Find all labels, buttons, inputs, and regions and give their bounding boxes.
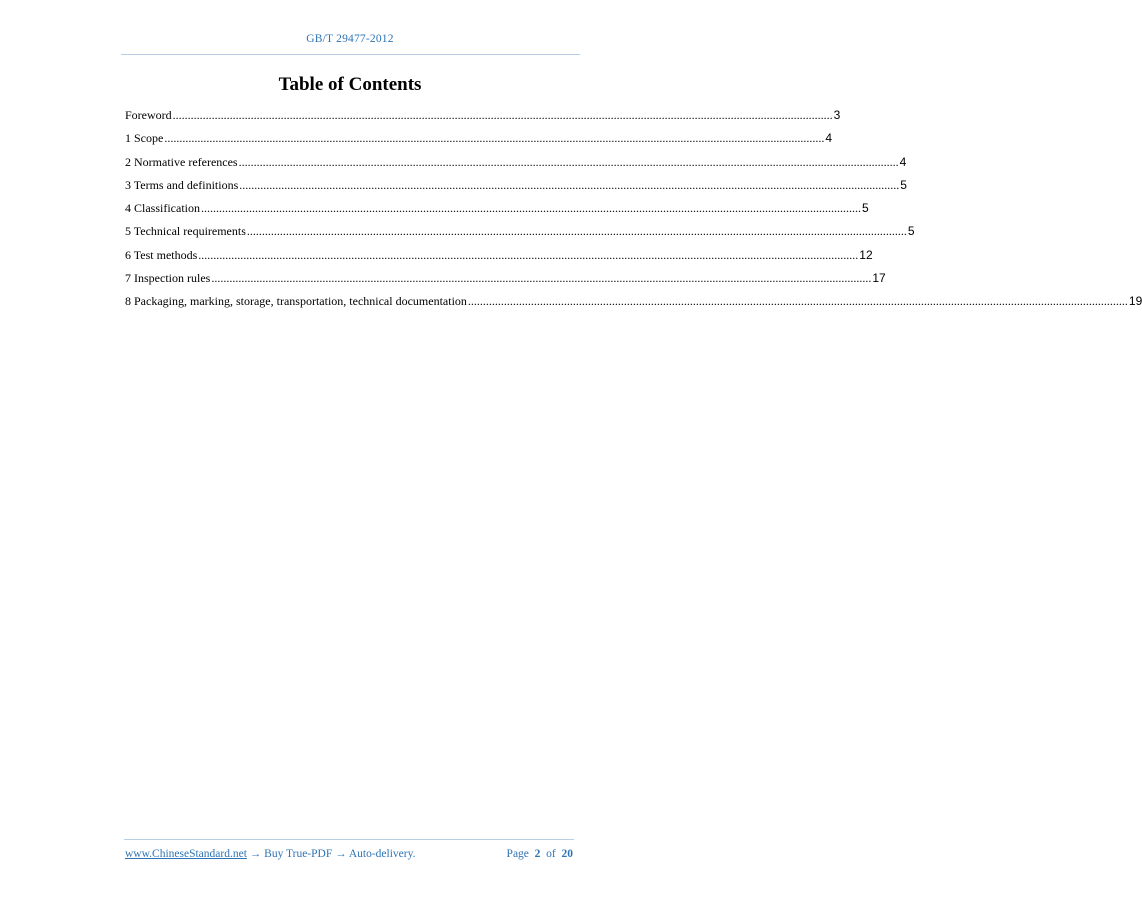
footer-tagline: → Buy True-PDF → Auto-delivery. xyxy=(246,848,416,860)
toc-entry-label: 8 Packaging, marking, storage, transportation, technical documentation xyxy=(125,294,467,309)
toc-entry-page: 4 xyxy=(899,154,907,169)
page-word: Page xyxy=(506,848,529,860)
toc-dot-leader: ............................................................................................................................................................................................................................ xyxy=(246,224,907,239)
toc-entry-label: 7 Inspection rules xyxy=(125,271,211,286)
toc-entry-technical-requirements[interactable] xyxy=(125,224,915,247)
site-link[interactable]: www.ChineseStandard.net xyxy=(125,848,247,860)
toc-entry-page: 4 xyxy=(825,131,833,146)
toc-entry-test-methods[interactable] xyxy=(125,247,873,271)
of-word: of xyxy=(546,848,556,860)
footer-promo xyxy=(125,848,415,860)
toc-entry-page: 17 xyxy=(872,271,886,286)
toc-entry-normative-references[interactable] xyxy=(125,154,907,178)
toc-entry-page: 12 xyxy=(859,247,873,262)
toc-entry-label: 6 Test methods xyxy=(125,247,198,262)
document-code-header: GB/T 29477-2012 xyxy=(306,33,394,45)
toc-entry-page: 19 xyxy=(1128,294,1142,309)
toc-entry-page: 5 xyxy=(907,224,915,239)
toc-dot-leader: ............................................................................................................................................................................................................................ xyxy=(238,154,899,169)
toc-entry-label: 2 Normative references xyxy=(125,154,238,169)
toc-dot-leader: ............................................................................................................................................................................................................................ xyxy=(201,201,861,216)
toc-entry-terms-and-definitions[interactable] xyxy=(125,177,907,201)
toc-dot-leader: ............................................................................................................................................................................................................................ xyxy=(211,271,872,286)
toc-entry-page: 5 xyxy=(862,201,869,216)
toc-list xyxy=(125,108,1142,318)
toc-dot-leader: ............................................................................................................................................................................................................................ xyxy=(198,247,859,262)
toc-entry-label: Foreword xyxy=(125,108,172,122)
header-divider xyxy=(121,54,580,55)
toc-entry-classification[interactable] xyxy=(125,201,869,224)
total-page-number: 20 xyxy=(561,848,573,860)
current-page-number: 2 xyxy=(534,848,541,860)
page-footer xyxy=(125,848,573,860)
toc-dot-leader: ............................................................................................................................................................................................................................ xyxy=(164,131,825,146)
toc-title: Table of Contents xyxy=(278,74,422,95)
toc-entry-label: 4 Classification xyxy=(125,201,200,216)
toc-entry-label: 5 Technical requirements xyxy=(125,224,246,239)
toc-entry-page: 5 xyxy=(900,177,907,192)
toc-entry-inspection-rules[interactable] xyxy=(125,271,886,294)
toc-entry-packaging[interactable] xyxy=(125,294,1142,317)
toc-entry-scope[interactable] xyxy=(125,131,833,154)
toc-dot-leader: ............................................................................................................................................................................................................................ xyxy=(467,294,1128,309)
toc-dot-leader: ............................................................................................................................................................................................................................ xyxy=(239,177,900,192)
toc-entry-page: 3 xyxy=(833,108,841,122)
toc-entry-label: 1 Scope xyxy=(125,131,164,146)
footer-divider xyxy=(124,839,574,840)
toc-dot-leader: ............................................................................................................................................................................................................................ xyxy=(172,108,833,122)
toc-entry-foreword[interactable] xyxy=(125,108,841,131)
page-indicator xyxy=(507,848,573,860)
toc-entry-label: 3 Terms and definitions xyxy=(125,177,239,192)
